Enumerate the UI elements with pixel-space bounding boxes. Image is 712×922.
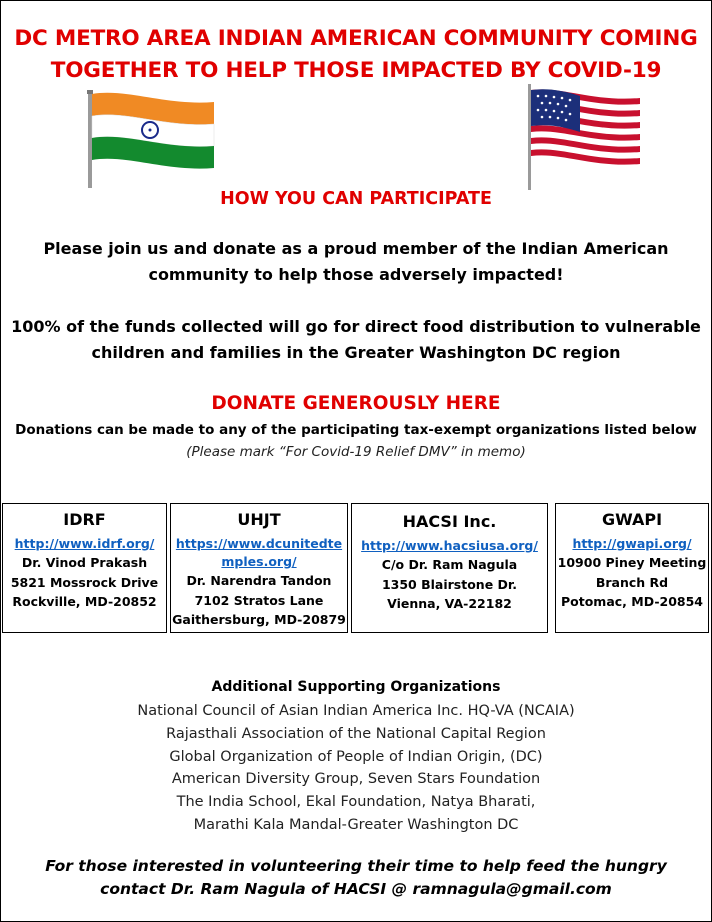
org-contact: 10900 Piney Meeting [557, 555, 707, 570]
org-name: UHJT [237, 510, 281, 529]
memo-note: (Please mark “For Covid-19 Relief DMV” in memo) [186, 444, 526, 460]
supporting-org-item: Marathi Kala Mandal-Greater Washington DC [193, 816, 519, 833]
supporting-orgs-heading: Additional Supporting Organizations [211, 679, 501, 695]
org-address: Branch Rd [595, 574, 669, 590]
donation-note: Donations can be made to any of the participating tax-exempt organizations listed below [15, 422, 697, 438]
org-city: Potomac, MD-20854 [560, 594, 703, 609]
flyer-title-line-1: DC METRO AREA INDIAN AMERICAN COMMUNITY COMING [14, 26, 698, 51]
org-link[interactable]: http://www.hacsiusa.org/ [361, 538, 538, 553]
org-box-idrf [2, 503, 167, 633]
org-address: 7102 Stratos Lane [194, 592, 324, 608]
supporting-org-item: Global Organization of People of Indian Origin, (DC) [169, 748, 543, 765]
supporting-org-item: Rajasthali Association of the National Capital Region [166, 725, 546, 742]
org-name: GWAPI [601, 510, 663, 529]
join-text-line-2: community to help those adversely impacted! [148, 265, 564, 284]
org-link[interactable] [171, 535, 347, 571]
supporting-org-item: National Council of Asian Indian America Inc. HQ-VA (NCAIA) [137, 703, 575, 719]
org-city: Vienna, VA-22182 [387, 596, 512, 611]
org-link-part-1: https://www.dcunitedte [175, 536, 343, 551]
join-text-line-1: Please join us and donate as a proud member of the Indian American [43, 239, 669, 258]
org-city: Rockville, MD-20852 [12, 594, 157, 609]
donate-heading: DONATE GENEROUSLY HERE [211, 393, 501, 414]
org-city: Gaithersburg, MD-20879 [172, 612, 346, 627]
org-name: HACSI Inc. [402, 512, 497, 531]
org-link-part-2: mples.org/ [221, 554, 297, 569]
org-link[interactable]: http://gwapi.org/ [572, 536, 692, 551]
funds-text-line-1: 100% of the funds collected will go for direct food distribution to vulnerable [11, 317, 701, 336]
volunteer-text-line-1: For those interested in volunteering their time to help feed the hungry [45, 857, 667, 875]
org-contact: C/o Dr. Ram Nagula [381, 557, 518, 572]
org-address: 5821 Mossrock Drive [10, 574, 159, 590]
volunteer-text-line-2: contact Dr. Ram Nagula of HACSI @ ramnagula@gmail.com [100, 880, 612, 898]
flyer-title-line-2: TOGETHER TO HELP THOSE IMPACTED BY COVID-19 [50, 58, 662, 83]
org-address: 1350 Blairstone Dr. [381, 576, 518, 592]
supporting-org-item: American Diversity Group, Seven Stars Foundation [171, 771, 541, 788]
india-flag-icon [86, 88, 216, 188]
org-box-uhjt [170, 503, 348, 633]
supporting-orgs-list [0, 700, 712, 837]
org-box-gwapi [555, 503, 709, 633]
funds-text-line-2: children and families in the Greater Washington DC region [91, 343, 621, 362]
org-contact: Dr. Narendra Tandon [186, 573, 332, 588]
participate-heading: HOW YOU CAN PARTICIPATE [220, 189, 492, 209]
org-name: IDRF [63, 510, 106, 529]
supporting-org-item: The India School, Ekal Foundation, Natya Bharati, [176, 794, 536, 811]
org-box-hacsi [351, 503, 548, 633]
usa-flag-icon [522, 80, 644, 190]
org-link[interactable]: http://www.idrf.org/ [14, 536, 155, 551]
org-contact: Dr. Vinod Prakash [21, 555, 148, 570]
